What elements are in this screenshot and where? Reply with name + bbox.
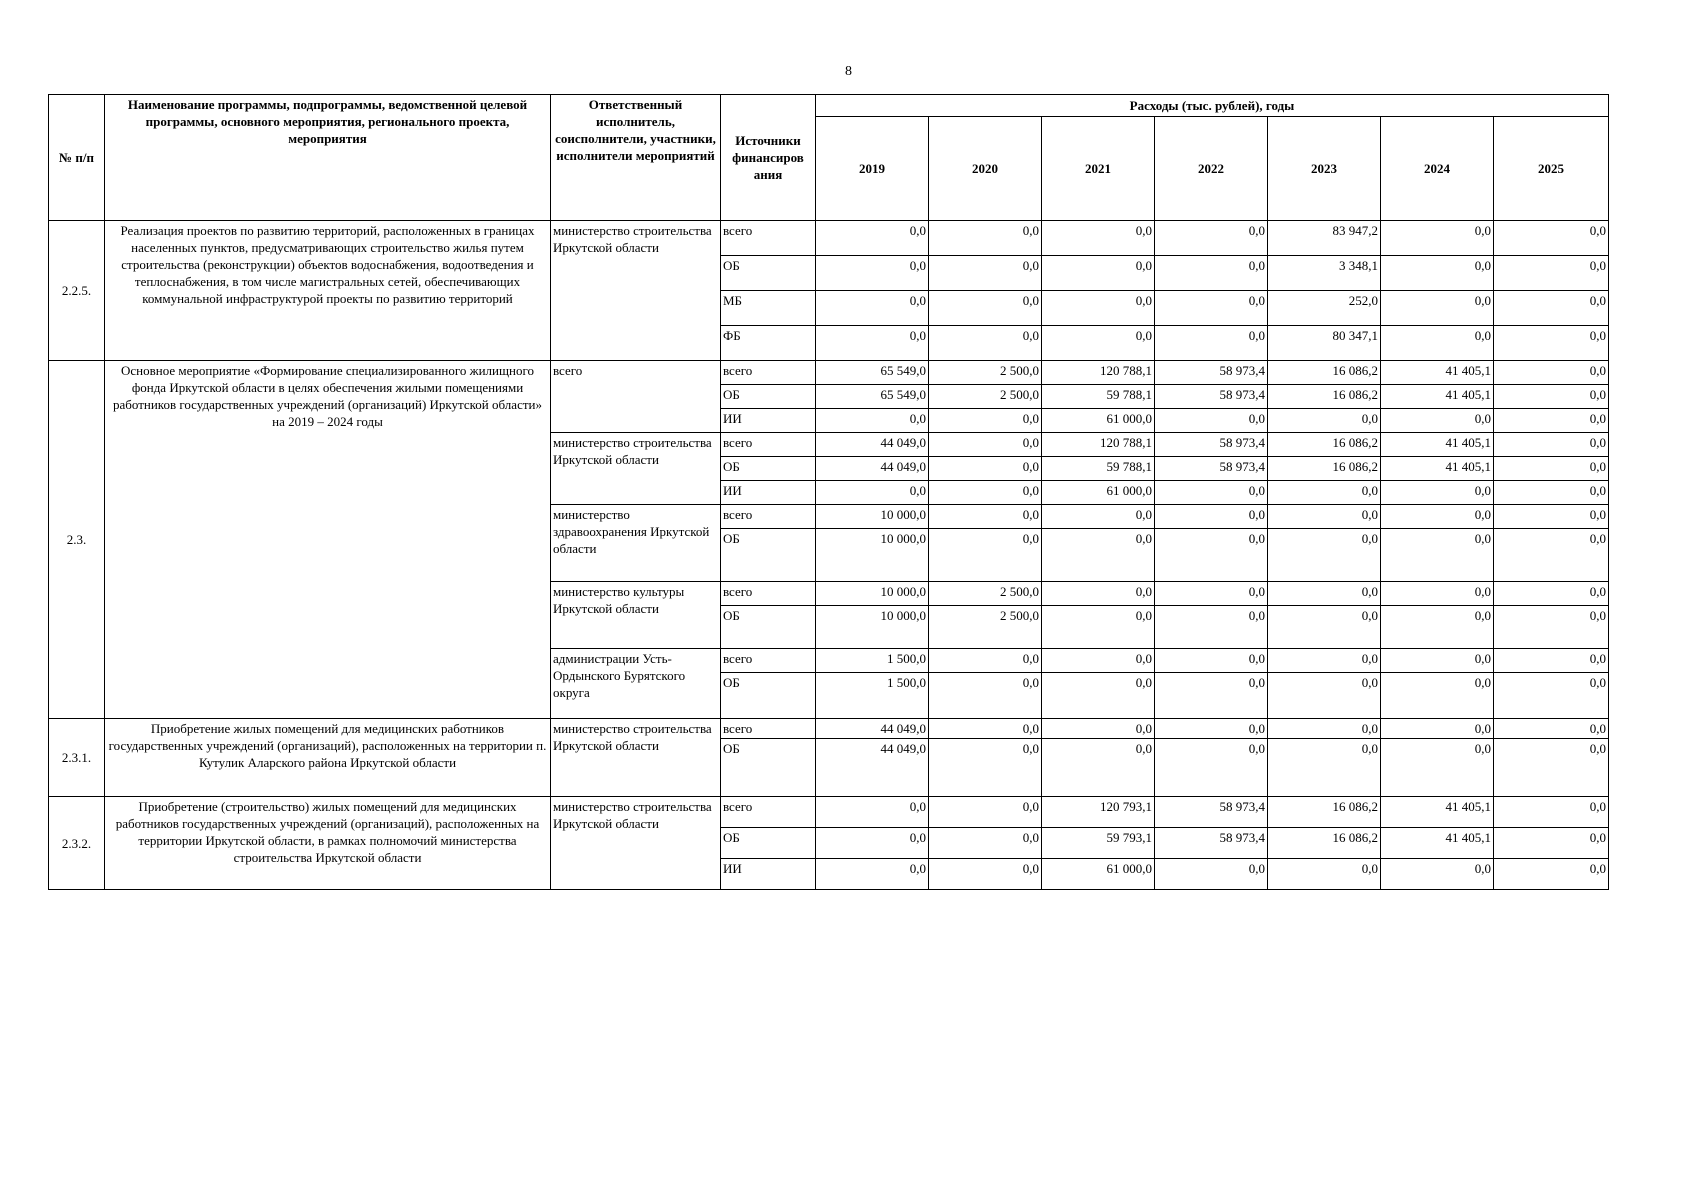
expense-value-2021: 0,0 xyxy=(1042,529,1155,582)
header-year: 2023 xyxy=(1268,117,1381,221)
expense-value-2019: 1 500,0 xyxy=(816,673,929,719)
activity-name: Приобретение жилых помещений для медицинских работников государственных учреждений (организаций), расположенных на территории п. Кутулик Аларского района Иркутской области xyxy=(105,719,551,797)
responsible-executor: администрации Усть-Ордынского Бурятского округа xyxy=(551,649,721,719)
expense-value-2019: 10 000,0 xyxy=(816,582,929,606)
expense-value-2025: 0,0 xyxy=(1494,529,1609,582)
responsible-executor: министерство здравоохранения Иркутской области xyxy=(551,505,721,582)
responsible-executor: всего xyxy=(551,361,721,433)
expense-value-2021: 0,0 xyxy=(1042,649,1155,673)
funding-source: всего xyxy=(721,649,816,673)
funding-source: ОБ xyxy=(721,385,816,409)
expense-value-2022: 0,0 xyxy=(1155,481,1268,505)
expense-value-2019: 0,0 xyxy=(816,256,929,291)
responsible-executor: министерство строительства Иркутской области xyxy=(551,433,721,505)
expense-value-2019: 44 049,0 xyxy=(816,739,929,797)
funding-source: ИИ xyxy=(721,859,816,890)
responsible-executor: министерство строительства Иркутской области xyxy=(551,797,721,890)
expense-value-2019: 44 049,0 xyxy=(816,457,929,481)
table-header xyxy=(49,95,1609,221)
expense-value-2023: 0,0 xyxy=(1268,649,1381,673)
expense-value-2019: 44 049,0 xyxy=(816,433,929,457)
expense-value-2024: 0,0 xyxy=(1381,582,1494,606)
row-number: 2.3. xyxy=(49,361,105,719)
expense-value-2024: 0,0 xyxy=(1381,505,1494,529)
expense-value-2019: 0,0 xyxy=(816,291,929,326)
expense-value-2024: 0,0 xyxy=(1381,649,1494,673)
funding-source: ОБ xyxy=(721,739,816,797)
expense-value-2020: 2 500,0 xyxy=(929,606,1042,649)
expense-value-2025: 0,0 xyxy=(1494,256,1609,291)
expense-value-2023: 16 086,2 xyxy=(1268,828,1381,859)
expense-value-2020: 0,0 xyxy=(929,326,1042,361)
expense-value-2025: 0,0 xyxy=(1494,505,1609,529)
table-row xyxy=(49,719,1609,739)
funding-source: всего xyxy=(721,797,816,828)
expense-value-2025: 0,0 xyxy=(1494,481,1609,505)
funding-source: ОБ xyxy=(721,673,816,719)
expense-value-2022: 0,0 xyxy=(1155,859,1268,890)
expenses-table xyxy=(48,94,1609,890)
expense-value-2020: 0,0 xyxy=(929,859,1042,890)
funding-source: ОБ xyxy=(721,529,816,582)
expense-value-2019: 0,0 xyxy=(816,797,929,828)
expense-value-2023: 0,0 xyxy=(1268,481,1381,505)
page-number: 8 xyxy=(845,64,852,79)
expense-value-2020: 2 500,0 xyxy=(929,582,1042,606)
expense-value-2025: 0,0 xyxy=(1494,739,1609,797)
expense-value-2023: 0,0 xyxy=(1268,505,1381,529)
expense-value-2024: 41 405,1 xyxy=(1381,385,1494,409)
expense-value-2022: 0,0 xyxy=(1155,256,1268,291)
funding-source: ОБ xyxy=(721,457,816,481)
activity-name: Основное мероприятие «Формирование специализированного жилищного фонда Иркутской области в целях обеспечения жилыми помещениями работников государственных учреждений (организаций) Иркутской области» на 2019 – 2024 годы xyxy=(105,361,551,719)
expense-value-2022: 0,0 xyxy=(1155,649,1268,673)
header-expenses: Расходы (тыс. рублей), годы xyxy=(816,95,1609,117)
responsible-executor: министерство культуры Иркутской области xyxy=(551,582,721,649)
expense-value-2022: 0,0 xyxy=(1155,291,1268,326)
activity-name: Приобретение (строительство) жилых помещений для медицинских работников государственных учреждений (организаций), расположенных на территории Иркутской области, в рамках полномочий министерства строительства Иркутской области xyxy=(105,797,551,890)
expense-value-2020: 2 500,0 xyxy=(929,385,1042,409)
row-number: 2.2.5. xyxy=(49,221,105,361)
expense-value-2021: 120 788,1 xyxy=(1042,361,1155,385)
expense-value-2025: 0,0 xyxy=(1494,859,1609,890)
expense-value-2021: 0,0 xyxy=(1042,326,1155,361)
expense-value-2021: 0,0 xyxy=(1042,719,1155,739)
expense-value-2025: 0,0 xyxy=(1494,673,1609,719)
expense-value-2019: 1 500,0 xyxy=(816,649,929,673)
header-year: 2025 xyxy=(1494,117,1609,221)
expense-value-2020: 0,0 xyxy=(929,433,1042,457)
row-number: 2.3.1. xyxy=(49,719,105,797)
expense-value-2021: 0,0 xyxy=(1042,221,1155,256)
expense-value-2024: 0,0 xyxy=(1381,673,1494,719)
expense-value-2025: 0,0 xyxy=(1494,409,1609,433)
expense-value-2019: 0,0 xyxy=(816,828,929,859)
expense-value-2019: 0,0 xyxy=(816,326,929,361)
funding-source: всего xyxy=(721,361,816,385)
header-year: 2019 xyxy=(816,117,929,221)
expense-value-2021: 59 788,1 xyxy=(1042,457,1155,481)
expense-value-2022: 0,0 xyxy=(1155,505,1268,529)
expense-value-2020: 0,0 xyxy=(929,797,1042,828)
expense-value-2021: 61 000,0 xyxy=(1042,859,1155,890)
expense-value-2023: 0,0 xyxy=(1268,409,1381,433)
expense-value-2025: 0,0 xyxy=(1494,361,1609,385)
funding-source: ОБ xyxy=(721,828,816,859)
expense-value-2024: 41 405,1 xyxy=(1381,457,1494,481)
expense-value-2019: 0,0 xyxy=(816,221,929,256)
expense-value-2019: 0,0 xyxy=(816,409,929,433)
expense-value-2022: 0,0 xyxy=(1155,719,1268,739)
expense-value-2025: 0,0 xyxy=(1494,457,1609,481)
expense-value-2025: 0,0 xyxy=(1494,221,1609,256)
funding-source: всего xyxy=(721,719,816,739)
expense-value-2021: 0,0 xyxy=(1042,739,1155,797)
responsible-executor: министерство строительства Иркутской области xyxy=(551,221,721,361)
expense-value-2025: 0,0 xyxy=(1494,606,1609,649)
funding-source: всего xyxy=(721,433,816,457)
expense-value-2019: 65 549,0 xyxy=(816,361,929,385)
table-row xyxy=(49,361,1609,385)
expense-value-2021: 0,0 xyxy=(1042,505,1155,529)
expense-value-2023: 0,0 xyxy=(1268,606,1381,649)
funding-source: всего xyxy=(721,221,816,256)
expense-value-2021: 0,0 xyxy=(1042,606,1155,649)
expense-value-2020: 2 500,0 xyxy=(929,361,1042,385)
header-year: 2024 xyxy=(1381,117,1494,221)
expense-value-2023: 3 348,1 xyxy=(1268,256,1381,291)
expense-value-2022: 0,0 xyxy=(1155,739,1268,797)
expense-value-2019: 0,0 xyxy=(816,859,929,890)
expense-value-2022: 58 973,4 xyxy=(1155,433,1268,457)
expense-value-2022: 0,0 xyxy=(1155,326,1268,361)
expense-value-2022: 58 973,4 xyxy=(1155,457,1268,481)
expense-value-2023: 80 347,1 xyxy=(1268,326,1381,361)
expense-value-2020: 0,0 xyxy=(929,739,1042,797)
expense-value-2021: 0,0 xyxy=(1042,673,1155,719)
expense-value-2024: 0,0 xyxy=(1381,719,1494,739)
expense-value-2023: 16 086,2 xyxy=(1268,457,1381,481)
expense-value-2022: 0,0 xyxy=(1155,582,1268,606)
responsible-executor: министерство строительства Иркутской области xyxy=(551,719,721,797)
expense-value-2025: 0,0 xyxy=(1494,649,1609,673)
expense-value-2022: 0,0 xyxy=(1155,221,1268,256)
expense-value-2023: 0,0 xyxy=(1268,739,1381,797)
expense-value-2019: 65 549,0 xyxy=(816,385,929,409)
expense-value-2019: 10 000,0 xyxy=(816,529,929,582)
expense-value-2021: 0,0 xyxy=(1042,582,1155,606)
expense-value-2020: 0,0 xyxy=(929,409,1042,433)
expense-value-2025: 0,0 xyxy=(1494,291,1609,326)
expense-value-2021: 59 788,1 xyxy=(1042,385,1155,409)
expense-value-2020: 0,0 xyxy=(929,828,1042,859)
expense-value-2024: 0,0 xyxy=(1381,529,1494,582)
expense-value-2023: 0,0 xyxy=(1268,582,1381,606)
expense-value-2019: 10 000,0 xyxy=(816,505,929,529)
expense-value-2021: 61 000,0 xyxy=(1042,409,1155,433)
expense-value-2021: 120 788,1 xyxy=(1042,433,1155,457)
header-sources: Источники финансиров ания xyxy=(721,95,816,221)
expense-value-2020: 0,0 xyxy=(929,457,1042,481)
expense-value-2024: 41 405,1 xyxy=(1381,433,1494,457)
funding-source: МБ xyxy=(721,291,816,326)
expense-value-2024: 0,0 xyxy=(1381,291,1494,326)
expense-value-2022: 0,0 xyxy=(1155,529,1268,582)
activity-name: Реализация проектов по развитию территорий, расположенных в границах населенных пунктов, предусматривающих строительство жилья путем строительства (реконструкции) объектов водоснабжения, водоотведения и теплоснабжения, в том числе магистральных сетей, обеспечивающих коммунальной инфраструктурой проекты по развитию территорий xyxy=(105,221,551,361)
expense-value-2025: 0,0 xyxy=(1494,828,1609,859)
expense-value-2022: 58 973,4 xyxy=(1155,797,1268,828)
expense-value-2020: 0,0 xyxy=(929,529,1042,582)
expense-value-2019: 44 049,0 xyxy=(816,719,929,739)
expense-value-2022: 58 973,4 xyxy=(1155,385,1268,409)
expense-value-2020: 0,0 xyxy=(929,481,1042,505)
expense-value-2023: 0,0 xyxy=(1268,859,1381,890)
expense-value-2024: 0,0 xyxy=(1381,859,1494,890)
expense-value-2024: 0,0 xyxy=(1381,606,1494,649)
expense-value-2024: 0,0 xyxy=(1381,256,1494,291)
expense-value-2025: 0,0 xyxy=(1494,385,1609,409)
header-year: 2022 xyxy=(1155,117,1268,221)
expense-value-2020: 0,0 xyxy=(929,256,1042,291)
expense-value-2023: 0,0 xyxy=(1268,719,1381,739)
expense-value-2021: 61 000,0 xyxy=(1042,481,1155,505)
expense-value-2021: 120 793,1 xyxy=(1042,797,1155,828)
header-name: Наименование программы, подпрограммы, ведомственной целевой программы, основного мероприятия, регионального проекта, мероприятия xyxy=(105,95,551,221)
expense-value-2025: 0,0 xyxy=(1494,719,1609,739)
expense-value-2023: 16 086,2 xyxy=(1268,361,1381,385)
expense-value-2020: 0,0 xyxy=(929,719,1042,739)
expense-value-2025: 0,0 xyxy=(1494,797,1609,828)
expense-value-2021: 59 793,1 xyxy=(1042,828,1155,859)
expense-value-2024: 41 405,1 xyxy=(1381,828,1494,859)
expense-value-2019: 0,0 xyxy=(816,481,929,505)
funding-source: ОБ xyxy=(721,256,816,291)
expense-value-2022: 58 973,4 xyxy=(1155,828,1268,859)
funding-source: всего xyxy=(721,505,816,529)
expense-value-2021: 0,0 xyxy=(1042,256,1155,291)
row-number: 2.3.2. xyxy=(49,797,105,890)
expense-value-2023: 0,0 xyxy=(1268,529,1381,582)
expense-value-2019: 10 000,0 xyxy=(816,606,929,649)
expense-value-2022: 58 973,4 xyxy=(1155,361,1268,385)
expense-value-2020: 0,0 xyxy=(929,291,1042,326)
expense-value-2023: 16 086,2 xyxy=(1268,433,1381,457)
expense-value-2024: 41 405,1 xyxy=(1381,797,1494,828)
funding-source: ИИ xyxy=(721,409,816,433)
expense-value-2023: 16 086,2 xyxy=(1268,385,1381,409)
expense-value-2022: 0,0 xyxy=(1155,409,1268,433)
header-responsible: Ответственный исполнитель, соисполнители, участники, исполнители мероприятий xyxy=(551,95,721,221)
expense-value-2025: 0,0 xyxy=(1494,433,1609,457)
funding-source: ОБ xyxy=(721,606,816,649)
expense-value-2020: 0,0 xyxy=(929,505,1042,529)
expense-value-2025: 0,0 xyxy=(1494,582,1609,606)
expense-value-2020: 0,0 xyxy=(929,673,1042,719)
expense-value-2024: 0,0 xyxy=(1381,221,1494,256)
expense-value-2020: 0,0 xyxy=(929,649,1042,673)
expense-value-2020: 0,0 xyxy=(929,221,1042,256)
header-year: 2021 xyxy=(1042,117,1155,221)
expense-value-2024: 0,0 xyxy=(1381,409,1494,433)
table-row xyxy=(49,797,1609,828)
funding-source: ИИ xyxy=(721,481,816,505)
funding-source: ФБ xyxy=(721,326,816,361)
expense-value-2023: 0,0 xyxy=(1268,673,1381,719)
header-num: № п/п xyxy=(49,95,105,221)
expense-value-2022: 0,0 xyxy=(1155,606,1268,649)
expense-value-2023: 252,0 xyxy=(1268,291,1381,326)
expense-value-2024: 0,0 xyxy=(1381,739,1494,797)
expense-value-2024: 0,0 xyxy=(1381,326,1494,361)
expense-value-2022: 0,0 xyxy=(1155,673,1268,719)
expense-value-2024: 41 405,1 xyxy=(1381,361,1494,385)
expense-value-2025: 0,0 xyxy=(1494,326,1609,361)
expense-value-2023: 83 947,2 xyxy=(1268,221,1381,256)
expense-value-2024: 0,0 xyxy=(1381,481,1494,505)
header-year: 2020 xyxy=(929,117,1042,221)
table-row xyxy=(49,221,1609,256)
table-body xyxy=(49,221,1609,890)
funding-source: всего xyxy=(721,582,816,606)
expense-value-2023: 16 086,2 xyxy=(1268,797,1381,828)
expense-value-2021: 0,0 xyxy=(1042,291,1155,326)
